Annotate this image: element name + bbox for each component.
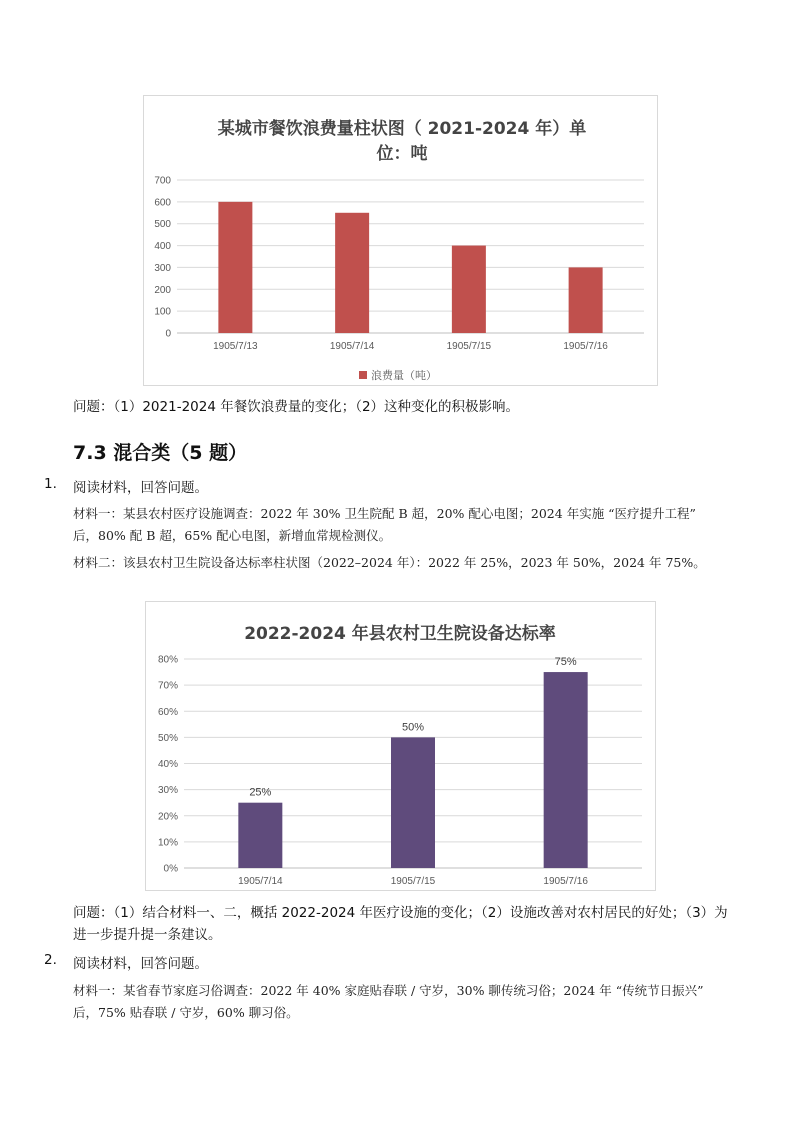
data-label: 75% (554, 656, 577, 669)
y-tick-label: 0 (165, 328, 171, 340)
x-tick-label: 1905/7/16 (543, 876, 588, 887)
item-number: 2. (44, 952, 57, 968)
chart-equipment-rate (145, 601, 656, 891)
material-2: 材料二：该县农村卫生院设备达标率柱状图（2022–2024 年）：2022 年 25%，2023 年 50%，2024 年 75%。 (73, 555, 706, 570)
bar-1905/7/16 (544, 672, 588, 868)
bar-1905/7/13 (218, 202, 252, 333)
x-tick-label: 1905/7/14 (238, 876, 283, 887)
bar-1905/7/14 (238, 803, 282, 868)
section-title: 7.3 混合类（5 题） (73, 442, 248, 464)
item-2 (0, 952, 800, 974)
material-1: 材料一：某县农村医疗设施调查：2022 年 30% 卫生院配 B 超，20% 配心电图；2024 年实施 “医疗提升工程” 后，80% 配 B 超，65% 配心电图，新增血常规检测仪。 (73, 506, 696, 543)
x-tick-label: 1905/7/13 (213, 341, 258, 352)
material-item2: 材料一：某省春节家庭习俗调查：2022 年 40% 家庭贴春联 / 守岁，30% 聊传统习俗；2024 年 “传统节日振兴” 后，75% 贴春联 / 守岁，60% 聊习俗。 (73, 983, 704, 1020)
bar-1905/7/16 (569, 267, 603, 333)
item-1 (0, 476, 800, 498)
bar-1905/7/15 (452, 246, 486, 333)
bar-1905/7/14 (335, 213, 369, 333)
chart-title: 某城市餐饮浪费量柱状图（ 2021-2024 年）单 (217, 119, 587, 139)
y-tick-label: 0% (163, 863, 178, 875)
chart-food-waste (143, 95, 658, 386)
y-tick-label: 700 (154, 175, 171, 187)
x-tick-label: 1905/7/15 (446, 341, 492, 352)
chart-title: 2022-2024 年县农村卫生院设备达标率 (244, 624, 556, 644)
chart-food-waste-svg (144, 96, 657, 385)
chart-title: 位：吨 (376, 144, 428, 164)
legend-label: 浪费量（吨） (371, 369, 437, 382)
y-tick-label: 10% (157, 837, 178, 849)
y-tick-label: 80% (157, 654, 178, 666)
chart-equipment-rate-svg (146, 602, 655, 890)
y-tick-label: 600 (154, 197, 171, 209)
bar-1905/7/15 (391, 737, 435, 868)
item-instruction: 阅读材料，回答问题。 (73, 480, 208, 496)
x-tick-label: 1905/7/15 (390, 876, 436, 887)
x-tick-label: 1905/7/14 (329, 341, 375, 352)
y-tick-label: 60% (157, 706, 178, 718)
data-label: 50% (401, 721, 425, 734)
y-tick-label: 300 (154, 262, 171, 274)
question-item1: 问题：（1）结合材料一、二，概括 2022-2024 年医疗设施的变化；（2）设施改善对农村居民的好处；（3）为进一步提升提一条建议。 (73, 905, 728, 943)
question-chart1: 问题：（1）2021-2024 年餐饮浪费量的变化；（2）这种变化的积极影响。 (73, 399, 520, 415)
y-tick-label: 70% (157, 680, 178, 692)
y-tick-label: 200 (154, 284, 171, 296)
y-tick-label: 500 (154, 219, 171, 231)
y-tick-label: 400 (154, 241, 171, 253)
legend-swatch (359, 371, 367, 379)
y-tick-label: 40% (157, 759, 178, 770)
item-instruction: 阅读材料，回答问题。 (73, 956, 208, 972)
y-tick-label: 100 (154, 306, 171, 318)
y-tick-label: 20% (157, 811, 178, 823)
y-tick-label: 30% (157, 785, 178, 797)
x-tick-label: 1905/7/16 (563, 341, 608, 352)
item-number: 1. (44, 476, 57, 492)
data-label: 25% (249, 786, 272, 799)
y-tick-label: 50% (157, 732, 178, 744)
